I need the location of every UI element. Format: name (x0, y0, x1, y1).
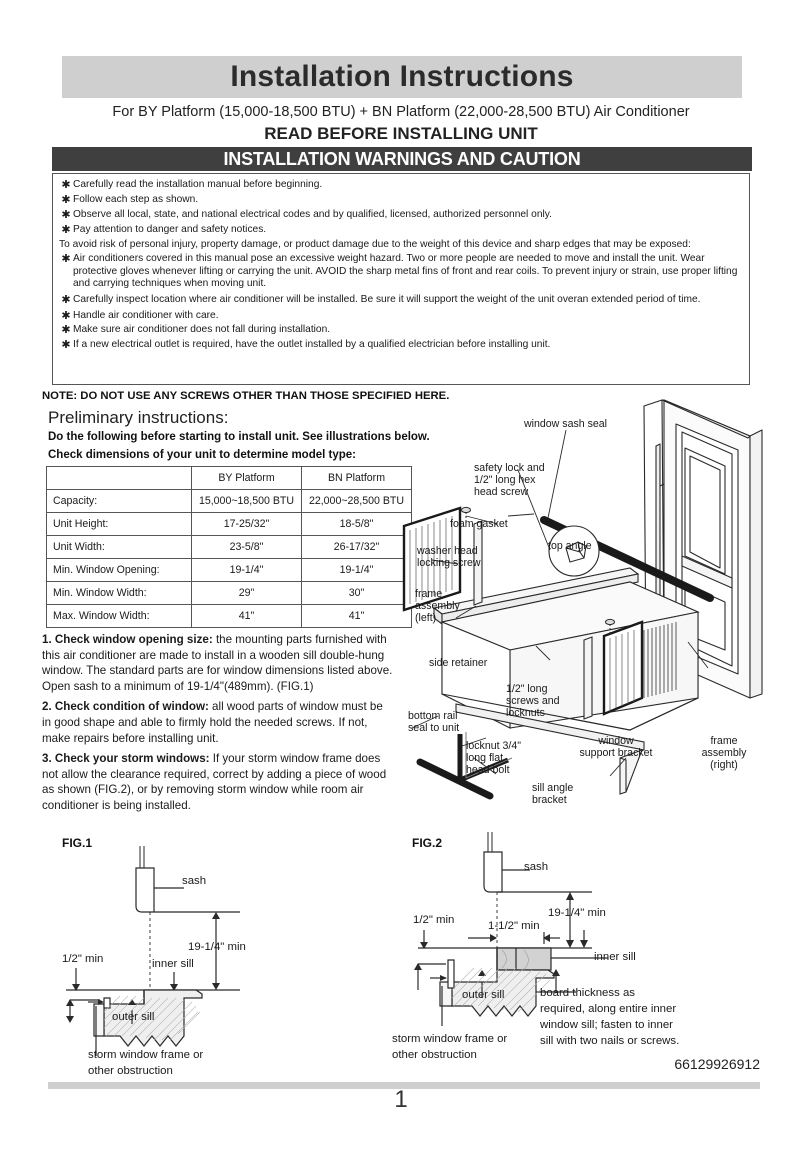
preliminary-line-1: Do the following before starting to install unit. See illustrations below. (48, 431, 430, 443)
label-safety-lock-line2: 1/2" long hex (474, 474, 536, 486)
step-2 (42, 699, 394, 746)
row-label: Capacity: (47, 490, 192, 513)
warning-bullet (59, 294, 741, 307)
page-subtitle: For BY Platform (15,000-18,500 BTU) + BN Platform (22,000-28,500 BTU) Air Conditioner (112, 104, 690, 120)
fig1-label-half-dim: 1/2" min (62, 953, 104, 965)
label-half-screws-line2: screws and (506, 695, 560, 707)
row-value-by: 15,000~18,500 BTU (192, 490, 302, 513)
fig2-label-vertical-dim: 19-1/4" min (548, 907, 606, 919)
label-frame-left-line2: assembly (415, 600, 460, 612)
row-value-by: 17-25/32" (192, 513, 302, 536)
label-washer-head-line1: washer head (417, 545, 478, 557)
warning-bullet (59, 253, 741, 291)
fig1-label-inner-sill: inner sill (152, 958, 194, 970)
warning-bullet-text: Handle air conditioner with care. (73, 309, 219, 321)
table-header-blank (47, 467, 192, 490)
label-locknut-line1: locknut 3/4" (466, 740, 521, 752)
row-value-bn: 18-5/8" (302, 513, 412, 536)
step-1-title: 1. Check window opening size: (42, 633, 213, 646)
label-bottom-rail-line2: seal to unit (408, 722, 460, 734)
page-title: Installation Instructions (230, 60, 574, 93)
row-value-bn: 26-17/32" (302, 536, 412, 559)
row-value-by: 41" (192, 605, 302, 628)
dimensions-table (46, 466, 412, 628)
label-half-screws-line1: 1/2" long (506, 683, 548, 695)
step-2-body: all wood parts of window must be in good shape and able to firmly hold the needed screws. If not, make repairs before installing unit. (42, 700, 383, 745)
row-value-by: 29" (192, 582, 302, 605)
table-row (47, 490, 412, 513)
label-foam-gasket: foam gasket (450, 518, 508, 530)
table-row (47, 513, 412, 536)
preliminary-heading: Preliminary instructions: (48, 408, 229, 427)
label-frame-left-line1: frame (415, 588, 443, 600)
warning-bullet (59, 310, 741, 323)
label-window-support-line1: window (598, 735, 634, 747)
row-label: Max. Window Width: (47, 605, 192, 628)
fig1-label-obstruction-line1: storm window frame or (88, 1049, 204, 1061)
table-row (47, 605, 412, 628)
fig2-label-half-dim: 1/2" min (413, 914, 455, 926)
row-label: Min. Window Width: (47, 582, 192, 605)
step-3-body: If your storm window frame does not allow the clearance required, correct by adding a piece of wood as shown (FIG.2), or by removing storm window while room air conditioner is being installed. (42, 752, 387, 812)
warning-bullet-text: Carefully inspect location where air conditioner will be installed. Be sure it will support the weight of the unit overan extended period of time. (73, 293, 701, 305)
asterisk-icon: ✱ (61, 339, 71, 352)
warning-bullet (59, 179, 741, 192)
asterisk-icon: ✱ (61, 253, 71, 266)
label-bottom-rail-line1: bottom rail (408, 710, 458, 722)
fig2-board-note-line1: board thickness as (540, 987, 635, 999)
fig2-caption: FIG.2 (412, 836, 443, 850)
step-1 (42, 632, 394, 694)
fig1-caption: FIG.1 (62, 836, 93, 850)
warning-bullet-text: Carefully read the installation manual before beginning. (73, 179, 323, 190)
fig2-label-sash: sash (524, 861, 549, 873)
fig1-label-outer-sill: outer sill (112, 1011, 155, 1023)
page-title-bar (62, 56, 742, 98)
warning-bullet-text: Observe all local, state, and national electrical codes and by qualified, licensed, authorized personnel only. (73, 208, 552, 220)
asterisk-icon: ✱ (61, 193, 71, 206)
page-number: 1 (394, 1086, 408, 1113)
table-header-row (47, 467, 412, 490)
warning-bullet (59, 324, 741, 337)
fig2-board-note-line3: window sill; fasten to inner (540, 1019, 673, 1031)
label-locknut-line2: long flat (466, 752, 504, 764)
table-row (47, 536, 412, 559)
fig1-label-obstruction-line2: other obstruction (88, 1065, 173, 1077)
screws-note: NOTE: DO NOT USE ANY SCREWS OTHER THAN THOSE SPECIFIED HERE. (42, 390, 450, 402)
fig2-label-obstruction-line2: other obstruction (392, 1049, 477, 1061)
warnings-banner (52, 147, 752, 171)
label-frame-right-line2: assembly (701, 747, 747, 759)
fig1-label-sash: sash (182, 875, 207, 887)
warnings-box (52, 173, 750, 385)
warning-bullet (59, 339, 741, 352)
label-sill-angle-line1: sill angle (532, 782, 574, 794)
warning-bullet (59, 224, 741, 237)
label-window-sash-seal: window sash seal (524, 418, 608, 430)
label-safety-lock-line1: safety lock and (474, 462, 545, 474)
row-value-bn: 41" (302, 605, 412, 628)
asterisk-icon: ✱ (61, 179, 71, 191)
fig2-board-note-line4: sill with two nails or screws. (540, 1035, 680, 1047)
asterisk-icon: ✱ (61, 309, 71, 322)
fig2-label-inner-sill: inner sill (594, 951, 636, 963)
warning-intro-text: To avoid risk of personal injury, property damage, or product damage due to the weight of this device and sharp edges that may be exposed: (59, 238, 691, 250)
warning-bullet-text: Air conditioners covered in this manual pose an excessive weight hazard. Two or more people are needed to move and install the unit. Wear protective gloves whenever lifting or carrying the unit. AVOID the sharp metal fins of front and rear coils. To prevent injury or strain, use proper lifting and carrying techniques when moving unit. (73, 253, 738, 290)
row-value-bn: 30" (302, 582, 412, 605)
asterisk-icon: ✱ (61, 293, 71, 306)
table-row (47, 559, 412, 582)
row-label: Min. Window Opening: (47, 559, 192, 582)
row-value-by: 23-5/8" (192, 536, 302, 559)
asterisk-icon: ✱ (61, 208, 71, 221)
fig1-label-vertical-dim: 19-1/4" min (188, 941, 246, 953)
warning-bullet (59, 194, 741, 207)
label-side-retainer: side retainer (429, 657, 488, 669)
asterisk-icon: ✱ (61, 324, 71, 337)
label-frame-left-line3: (left) (415, 612, 437, 624)
table-header-bn: BN Platform (302, 467, 412, 490)
label-half-screws-line3: locknuts (506, 707, 545, 719)
step-1-body: the mounting parts furnished with this air conditioner are made to install in a wooden sill double-hung window. The standard parts are for window dimensions listed above. Open sash to a minimum of 19-1/4"(489mm). (FIG.1) (42, 633, 393, 693)
step-2-title: 2. Check condition of window: (42, 700, 209, 714)
label-washer-head-line2: locking screw (417, 557, 481, 569)
right-side-retainer-part (584, 637, 592, 719)
step-3-title: 3. Check your storm windows: (42, 752, 210, 766)
step-3 (42, 751, 394, 813)
table-row (47, 582, 412, 605)
label-locknut-line3: head bolt (466, 764, 510, 776)
warning-bullet (59, 209, 741, 222)
warning-bullet-text: If a new electrical outlet is required, have the outlet installed by a qualified electrician before installing unit. (73, 339, 551, 351)
label-window-support-line2: support bracket (579, 747, 653, 759)
steps-list (42, 632, 394, 819)
preliminary-line-2: Check dimensions of your unit to determine model type: (48, 449, 356, 461)
row-value-by: 19-1/4" (192, 559, 302, 582)
warning-bullet-text: Make sure air conditioner does not fall during installation. (73, 324, 331, 336)
asterisk-icon: ✱ (61, 223, 71, 236)
row-value-bn: 19-1/4" (302, 559, 412, 582)
warning-bullet-text: Pay attention to danger and safety notices. (73, 223, 267, 235)
read-before-heading: READ BEFORE INSTALLING UNIT (264, 124, 538, 143)
document-number: 66129926912 (674, 1056, 760, 1072)
warnings-banner-label: INSTALLATION WARNINGS AND CAUTION (223, 148, 581, 169)
label-safety-lock-line3: head screw (474, 486, 529, 498)
fig2-label-one-half-dim: 1-1/2" min (488, 920, 540, 932)
label-frame-right-line3: (right) (710, 759, 738, 771)
table-header-by: BY Platform (192, 467, 302, 490)
label-frame-right-line1: frame (710, 735, 738, 747)
row-label: Unit Height: (47, 513, 192, 536)
row-label: Unit Width: (47, 536, 192, 559)
fig2-board-note-line2: required, along entire inner (540, 1003, 677, 1015)
label-top-angle: top angle (548, 540, 592, 552)
fig2-label-outer-sill: outer sill (462, 989, 505, 1001)
label-sill-angle-line2: bracket (532, 794, 567, 806)
row-value-bn: 22,000~28,500 BTU (302, 490, 412, 513)
warning-bullet-text: Follow each step as shown. (73, 193, 199, 205)
fig2-label-obstruction-line1: storm window frame or (392, 1033, 508, 1045)
